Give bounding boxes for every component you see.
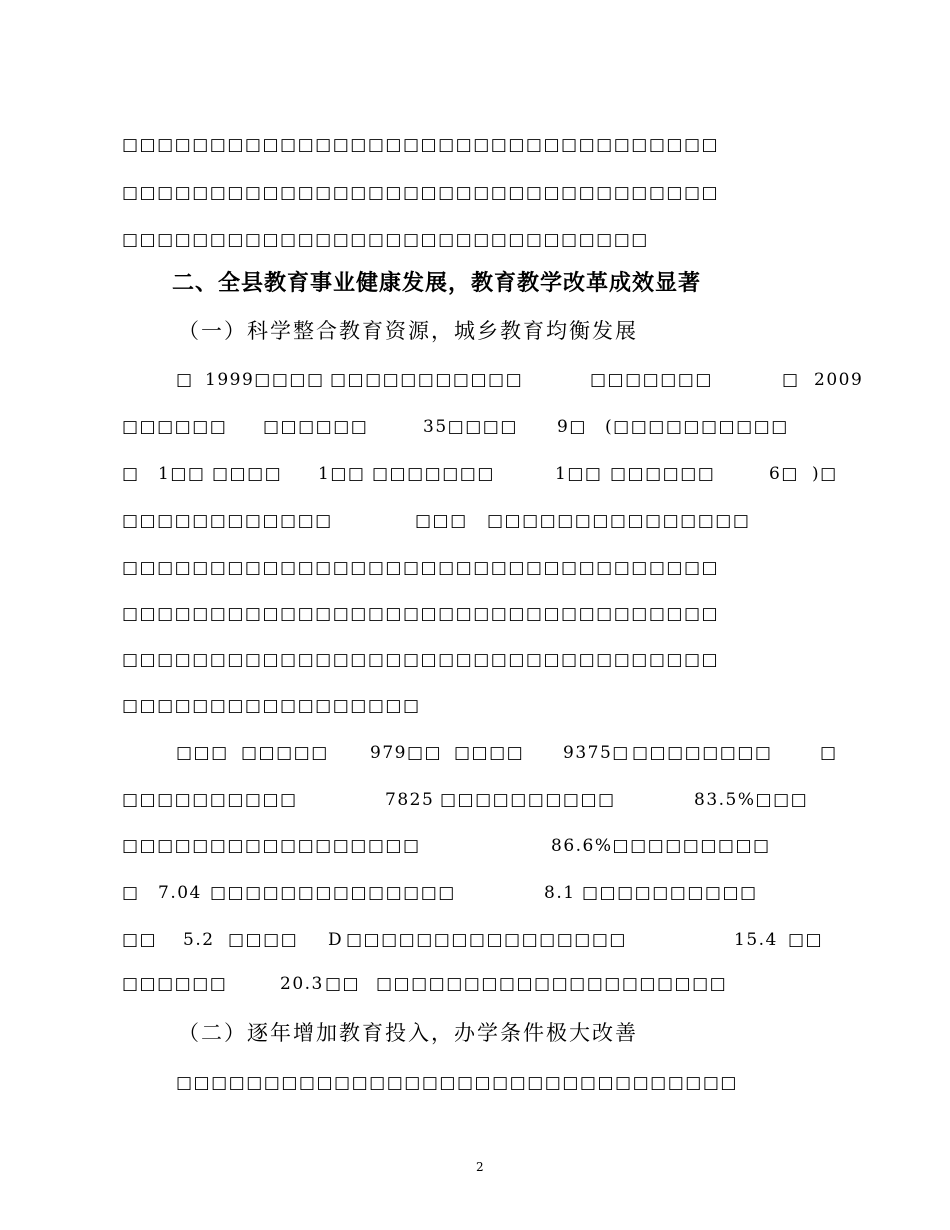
text-segment: 979□□: [370, 743, 443, 763]
text-segment: 7825: [385, 790, 435, 810]
subsection-1-title: （一）科学整合教育资源，城乡教育均衡发展: [178, 319, 638, 343]
text-segment: □□: [325, 974, 361, 994]
text-segment: □□□□□□□□□□□□□□□: [487, 511, 751, 531]
text-segment: 7.04: [158, 883, 202, 903]
text-segment: □□□□□□□□□□□□□□□□□□□□: [376, 974, 728, 994]
text-segment: (□□□□□□□□□□: [605, 417, 789, 437]
section-heading: 二、全县教育事业健康发展，教育教学改革成效显著: [172, 271, 702, 296]
text-segment: □□□□□□□□□□: [122, 790, 298, 810]
text-segment: 15.4: [734, 930, 778, 950]
text-segment: □□: [788, 930, 824, 950]
text-segment: 9375□: [563, 743, 630, 763]
text-segment: □□□□□□□□□□□□□□□□: [346, 930, 627, 950]
text-line: □□□□□□□□□□□□□□□□□□□□□□□□□□□□□□□□□□: [122, 135, 720, 155]
text-segment: □: [122, 883, 140, 903]
text-segment: □: [122, 464, 140, 484]
text-segment: □□□□□□□: [590, 370, 713, 390]
text-segment: 1□□: [555, 464, 603, 484]
text-segment: □: [820, 743, 838, 763]
text-segment: 6□: [769, 464, 799, 484]
text-segment: □□□□□□□□: [632, 743, 773, 763]
text-segment: □□□□□□: [610, 464, 716, 484]
text-segment: □□□□□□□□□□: [440, 790, 616, 810]
text-segment: 2009: [814, 370, 864, 390]
text-segment: □□□□□: [241, 743, 329, 763]
text-segment: 35□□□□: [423, 417, 518, 437]
text-segment: □□□□□□: [122, 974, 228, 994]
text-line: □□□□□□□□□□□□□□□□□□□□□□□□□□□□□□□□□□: [122, 558, 720, 578]
text-line: □□□□□□□□□□□□□□□□□□□□□□□□□□□□□□: [122, 230, 649, 250]
text-line: □□□□□□□□□□□□□□□□□□□□□□□□□□□□□□□□: [176, 1073, 738, 1093]
text-line: □□□□□□□□□□□□□□□□□□□□□□□□□□□□□□□□□□: [122, 604, 720, 624]
text-segment: □□□□□□□: [372, 464, 495, 484]
text-segment: □□: [122, 930, 158, 950]
text-segment: □□□□□□□□□□□: [330, 370, 524, 390]
text-segment: □□□□: [454, 743, 525, 763]
text-segment: □□□: [176, 743, 229, 763]
text-segment: □□□□: [228, 930, 299, 950]
text-segment: 20.3: [280, 974, 324, 994]
text-segment: □□□□□□□□□□□□: [122, 511, 333, 531]
text-segment: 9□: [557, 417, 587, 437]
text-segment: □□□□□□□□□□: [582, 883, 758, 903]
text-segment: 8.1: [544, 883, 576, 903]
text-segment: □: [782, 370, 800, 390]
subsection-2-title: （二）逐年增加教育投入，办学条件极大改善: [178, 1021, 638, 1045]
text-segment: D: [328, 930, 344, 950]
text-segment: □□□□□□□□□□□□□□: [210, 883, 456, 903]
text-segment: )□: [812, 464, 838, 484]
text-segment: 86.6%□□□□□□□□□: [551, 836, 771, 856]
text-line: □□□□□□□□□□□□□□□□□□□□□□□□□□□□□□□□□□: [122, 650, 720, 670]
text-segment: □□□□: [212, 464, 283, 484]
text-segment: 1999□□□□: [205, 370, 325, 390]
text-segment: □□□□□□: [263, 417, 369, 437]
text-segment: 5.2: [183, 930, 215, 950]
text-segment: □□□□□□□□□□□□□□□□□: [122, 836, 421, 856]
text-segment: 83.5%□□□: [694, 790, 809, 810]
text-line: □□□□□□□□□□□□□□□□□: [122, 696, 421, 716]
text-segment: □□□: [415, 511, 468, 531]
text-segment: □: [176, 370, 194, 390]
page-number: 2: [476, 1160, 484, 1174]
text-segment: 1□□: [158, 464, 206, 484]
text-segment: □□□□□□: [122, 417, 228, 437]
text-segment: 1□□: [318, 464, 366, 484]
text-line: □□□□□□□□□□□□□□□□□□□□□□□□□□□□□□□□□□: [122, 183, 720, 203]
